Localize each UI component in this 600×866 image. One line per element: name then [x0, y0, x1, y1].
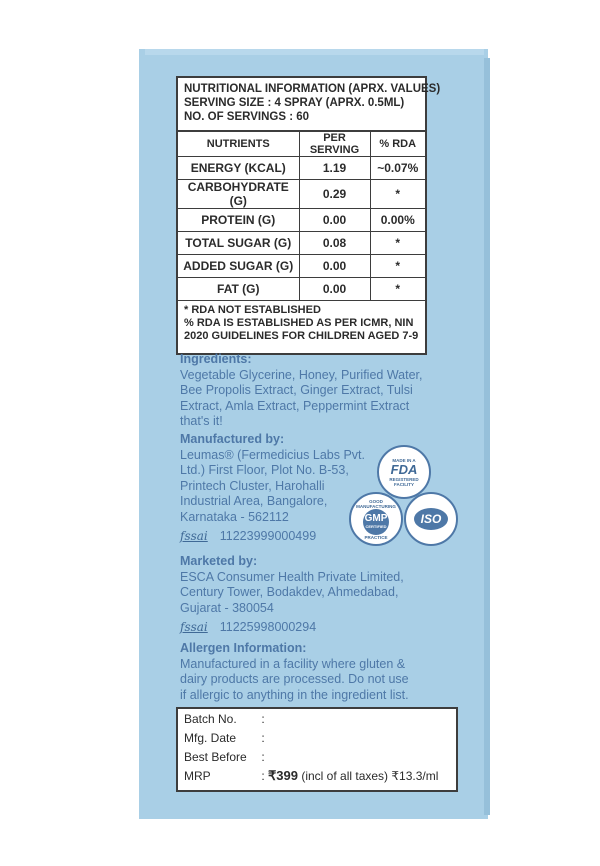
batch-no-label: Batch No.: [184, 712, 237, 726]
per-serving-value: 0.00: [299, 278, 370, 301]
ingredients-line: Bee Propolis Extract, Ginger Extract, Tulsi: [180, 383, 413, 397]
ingredients-line: Vegetable Glycerine, Honey, Purified Water,: [180, 367, 423, 382]
mrp-label: MRP: [184, 769, 211, 783]
marketer-line: Gujarat - 380054: [180, 600, 274, 615]
best-before-row: [184, 750, 265, 764]
iso-badge-main: ISO: [414, 508, 448, 530]
fda-registered-badge: [377, 445, 431, 499]
manufacturer-line: Industrial Area, Bangalore,: [180, 494, 328, 508]
manufacturer-line: Karnataka - 562112: [180, 509, 289, 524]
table-row: [178, 180, 425, 209]
allergen-line: if allergic to anything in the ingredient list.: [180, 687, 409, 702]
nutrient-name: ADDED SUGAR (G): [178, 255, 299, 278]
rda-value: 0.00%: [370, 209, 425, 232]
table-row: [178, 232, 425, 255]
rda-value: ~0.07%: [370, 157, 425, 180]
column-header: % RDA: [370, 131, 425, 157]
per-serving-value: 0.08: [299, 232, 370, 255]
nutrition-header: [178, 78, 441, 124]
manufacturer-line: Leumas® (Fermedicius Labs Pvt.: [180, 447, 365, 462]
unit-price: ₹13.3/ml: [391, 769, 439, 783]
per-serving-value: 0.29: [299, 180, 370, 209]
fda-badge-bottom: REGISTERED FACILITY: [389, 476, 419, 487]
ingredients-title: Ingredients:: [180, 352, 252, 366]
rda-value: *: [370, 255, 425, 278]
fssai-license-number: 11225998000294: [219, 620, 317, 634]
ingredients-section: [180, 352, 423, 430]
fssai-logo: fssai: [180, 529, 208, 543]
manufacturer-section: [180, 432, 365, 545]
per-serving-value: 1.19: [299, 157, 370, 180]
gmp-badge-inner: CERTIFIED: [365, 524, 387, 529]
table-row: [178, 278, 425, 301]
fda-badge-top: MADE IN A: [392, 457, 416, 463]
nutrient-name: CARBOHYDRATE (G): [178, 180, 299, 209]
ingredients-line: Extract, Amla Extract, Peppermint Extract: [180, 398, 410, 413]
box-side-edge: [484, 58, 490, 815]
manufacturer-fssai: [180, 529, 365, 545]
mrp-price: ₹399: [268, 768, 298, 783]
nutrient-name: PROTEIN (G): [178, 209, 299, 232]
nutrition-footnotes: [184, 304, 418, 343]
marketer-line: Century Tower, Bodakdev, Ahmedabad,: [180, 585, 399, 599]
allergen-line: Manufactured in a facility where gluten &: [180, 656, 406, 671]
gmp-badge-seal: [363, 509, 389, 535]
nutrient-name: FAT (G): [178, 278, 299, 301]
nutrient-name: ENERGY (KCAL): [178, 157, 299, 180]
column-header: PER SERVING: [299, 131, 370, 157]
iso-badge: [404, 492, 458, 546]
fda-badge-main: FDA: [390, 461, 418, 477]
footnote: 2020 GUIDELINES FOR CHILDREN AGED 7-9: [184, 330, 419, 342]
nutrition-title: NUTRITIONAL INFORMATION (APRX. VALUES): [184, 83, 441, 95]
separator: :: [261, 712, 265, 726]
box-top-edge: [145, 49, 484, 55]
manufacturer-line: Printech Cluster, Harohalli: [180, 478, 325, 493]
footnote: * RDA NOT ESTABLISHED: [184, 304, 321, 316]
fssai-logo: fssai: [180, 620, 208, 634]
gmp-badge-bottom: PRACTICE: [364, 534, 388, 540]
marketer-line: ESCA Consumer Health Private Limited,: [180, 569, 404, 584]
nutrition-table: [178, 130, 425, 301]
rda-value: *: [370, 278, 425, 301]
manufacturer-title: Manufactured by:: [180, 432, 285, 446]
per-serving-value: 0.00: [299, 209, 370, 232]
column-header: NUTRIENTS: [178, 131, 299, 157]
separator: :: [261, 769, 265, 783]
batch-info-panel: [176, 707, 458, 792]
marketer-title: Marketed by:: [180, 554, 258, 568]
gmp-badge-main: GMP: [364, 513, 388, 524]
table-header-row: [178, 131, 425, 157]
rda-value: *: [370, 232, 425, 255]
best-before-label: Best Before: [184, 750, 247, 764]
gmp-badge-top: GOOD MANUFACTURING: [356, 498, 396, 509]
mfg-date-label: Mfg. Date: [184, 731, 237, 745]
allergen-section: [180, 641, 409, 703]
mfg-date-row: [184, 731, 265, 745]
nutrition-panel: [176, 76, 441, 355]
marketer-fssai: [180, 620, 404, 636]
servings-count: NO. OF SERVINGS : 60: [184, 111, 310, 123]
ingredients-line: that's it!: [180, 414, 223, 428]
table-row: [178, 255, 425, 278]
nutrient-name: TOTAL SUGAR (G): [178, 232, 299, 255]
allergen-line: dairy products are processed. Do not use: [180, 672, 409, 686]
rda-value: *: [370, 180, 425, 209]
table-row: [178, 209, 425, 232]
separator: :: [261, 731, 265, 745]
tax-note: (incl of all taxes): [301, 769, 389, 783]
mrp-row: [184, 768, 438, 784]
table-row: [178, 157, 425, 180]
footnote: % RDA IS ESTABLISHED AS PER ICMR, NIN: [184, 317, 414, 329]
allergen-title: Allergen Information:: [180, 641, 307, 655]
fssai-license-number: 11223999000499: [219, 529, 317, 543]
separator: :: [261, 750, 265, 764]
per-serving-value: 0.00: [299, 255, 370, 278]
marketer-section: [180, 554, 404, 636]
gmp-certified-badge: [349, 492, 403, 546]
serving-size: SERVING SIZE : 4 SPRAY (APRX. 0.5ML): [184, 97, 405, 109]
manufacturer-line: Ltd.) First Floor, Plot No. B-53,: [180, 463, 349, 477]
batch-no-row: [184, 712, 265, 726]
